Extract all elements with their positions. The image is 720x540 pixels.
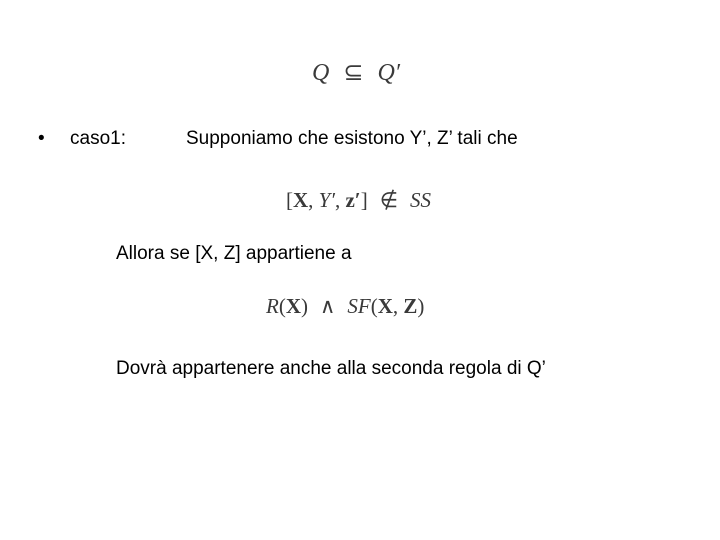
formula2-y: Y′ [318,188,335,212]
formula-q-subset [312,58,400,87]
formula2-ss: SS [409,188,431,212]
caso-text: Supponiamo che esistono Y’, Z’ tali che [186,128,518,149]
formula3-open2: ( [370,294,378,318]
formula2-comma2: , [334,188,346,212]
bullet-marker: • [38,128,45,149]
formula3-x2: X [377,294,393,318]
formula-q: Q [312,60,330,86]
and-symbol: ∧ [320,294,336,318]
not-in-symbol: ∉ [379,188,398,212]
formula3-sf: SF [347,294,371,318]
formula2-comma1: , [308,188,319,212]
formula-not-in-ss [286,188,431,213]
formula3-close1: ) [301,294,308,318]
formula3-x1: X [285,294,301,318]
formula2-x: X [293,188,309,212]
formula3-z: Z [403,294,418,318]
caso-label: caso1: [70,128,126,149]
subset-symbol: ⊆ [343,60,364,86]
formula3-comma: , [392,294,404,318]
formula2-z: z′ [345,188,361,212]
formula-q-prime: Q′ [377,60,401,86]
formula-r-and-sf [266,294,424,319]
formula3-close2: ) [417,294,425,318]
formula3-open1: ( [278,294,286,318]
formula2-open: [ [286,188,293,212]
dovra-line: Dovrà appartenere anche alla seconda regola di Q’ [116,358,546,379]
allora-line: Allora se [X, Z] appartiene a [116,243,352,264]
formula3-r: R [266,294,279,318]
formula2-close: ] [360,188,368,212]
